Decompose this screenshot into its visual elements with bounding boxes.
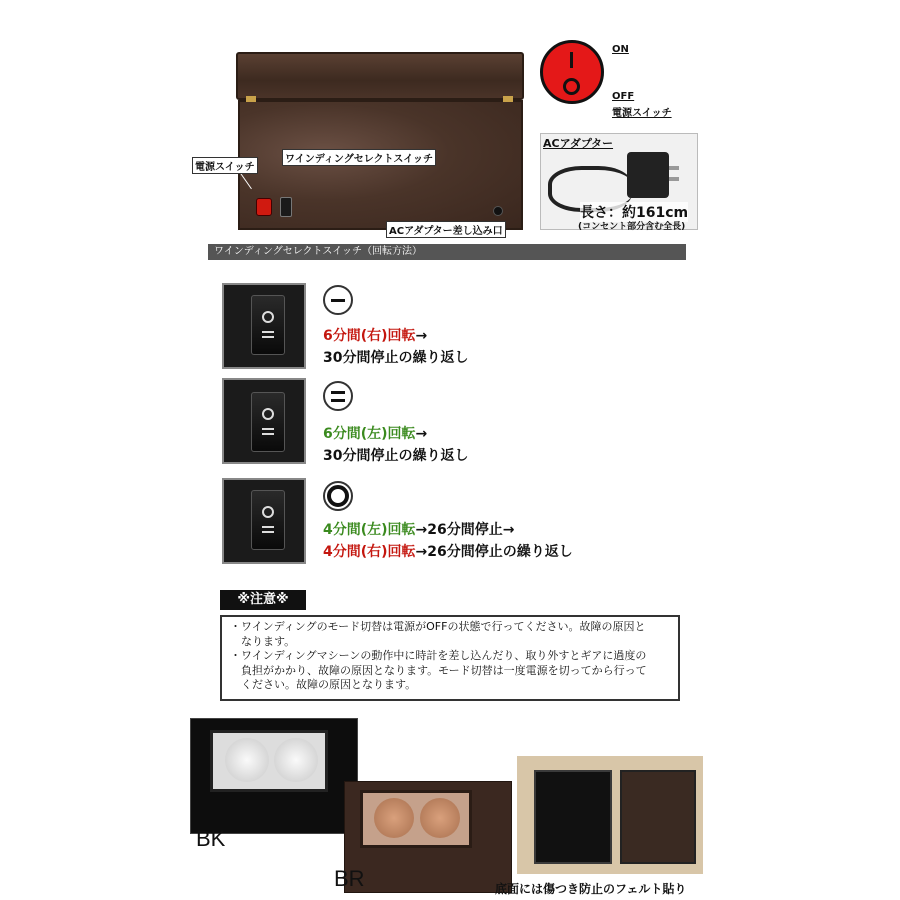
- mode-symbol-double-line-icon: [323, 381, 353, 411]
- bottom-caption: 底面には傷つき防止のフェルト貼り: [495, 882, 687, 896]
- ac-port-icon: [493, 206, 503, 216]
- dash-icon: [331, 391, 345, 394]
- ring-icon: [327, 485, 349, 507]
- bk-label: BK: [196, 826, 226, 851]
- notice-line: ください。故障の原因となります。: [230, 678, 417, 691]
- rocker-switch-icon: [251, 490, 285, 550]
- hinge-left: [246, 96, 256, 102]
- rocker-o-mark-icon: [262, 408, 274, 420]
- watch-pillow-icon: [420, 798, 460, 838]
- hinge-right: [503, 96, 513, 102]
- mode3-rest1: →26分間停止→: [415, 522, 515, 538]
- bottom-panel-black: [534, 770, 612, 864]
- notice-line: なります。: [230, 634, 296, 648]
- mode3-line2: [323, 542, 573, 562]
- watch-pillow-icon: [225, 738, 269, 782]
- mode3-rotation-right: 4分間(右)回転: [323, 544, 416, 560]
- mode2-arrow: →: [415, 426, 428, 442]
- dash-icon: [331, 399, 345, 402]
- ac-adapter-title: ACアダプター: [543, 137, 614, 150]
- rocker-eq-mark-icon: [262, 331, 274, 338]
- bottom-panel-brown: [620, 770, 696, 864]
- off-label: OFF: [612, 91, 635, 102]
- winding-select-switch-icon: [280, 197, 292, 217]
- notice-line: 負担がかかり、故障の原因となります。モード切替は一度電源を切ってから行って: [230, 663, 647, 677]
- mode2-line1: [323, 424, 427, 444]
- product-lid-photo: [236, 52, 524, 100]
- br-label: BR: [334, 866, 365, 891]
- mode1-rotation: 6分間(右)回転: [323, 328, 416, 344]
- dash-icon: [331, 299, 345, 302]
- callout-power-switch: 電源スイッチ: [192, 157, 258, 174]
- rocker-o-mark-icon: [262, 506, 274, 518]
- mode1-line1: [323, 326, 427, 346]
- rocker-switch-icon: [251, 295, 285, 355]
- watch-pillow-icon: [274, 738, 318, 782]
- ac-length-note: (コンセント部分含む全長): [578, 222, 686, 232]
- rocker-eq-mark-icon: [262, 526, 274, 533]
- power-on-mark-icon: [570, 52, 573, 68]
- mode2-line2: 30分間停止の繰り返し: [323, 448, 469, 464]
- ac-length: 長さ：約161cm: [580, 202, 688, 222]
- on-label: ON: [612, 44, 629, 55]
- mode3-rotation-left: 4分間(左)回転: [323, 522, 416, 538]
- rocker-switch-icon: [251, 392, 285, 452]
- mode3-rest2: →26分間停止の繰り返し: [415, 544, 573, 560]
- notice-tag: ※注意※: [220, 590, 306, 610]
- rocker-o-mark-icon: [262, 311, 274, 323]
- ac-plug-prong-icon: [669, 177, 679, 181]
- notice-line: ・ワインディングマシーンの動作中に時計を差し込んだり、取り外すとギアに過度の: [230, 649, 647, 662]
- section-heading: ワインディングセレクトスイッチ（回転方法）: [208, 244, 686, 260]
- mode1-line2: 30分間停止の繰り返し: [323, 350, 469, 366]
- callout-ac-port: ACアダプター差し込み口: [386, 221, 506, 238]
- callout-winding-select: ワインディングセレクトスイッチ: [282, 149, 436, 166]
- rocker-eq-mark-icon: [262, 428, 274, 435]
- mode3-line1: [323, 520, 515, 540]
- mode2-rotation: 6分間(左)回転: [323, 426, 416, 442]
- mode1-arrow: →: [415, 328, 428, 344]
- power-switch-caption: 電源スイッチ: [612, 108, 672, 119]
- ac-adapter-brick-icon: [627, 152, 669, 198]
- notice-box: [220, 615, 680, 701]
- ac-plug-prong-icon: [669, 166, 679, 170]
- power-switch-icon: [256, 198, 272, 216]
- notice-line: ・ワインディングのモード切替は電源がOFFの状態で行ってください。故障の原因と: [230, 620, 646, 633]
- power-off-mark-icon: [563, 78, 580, 95]
- watch-pillow-icon: [374, 798, 414, 838]
